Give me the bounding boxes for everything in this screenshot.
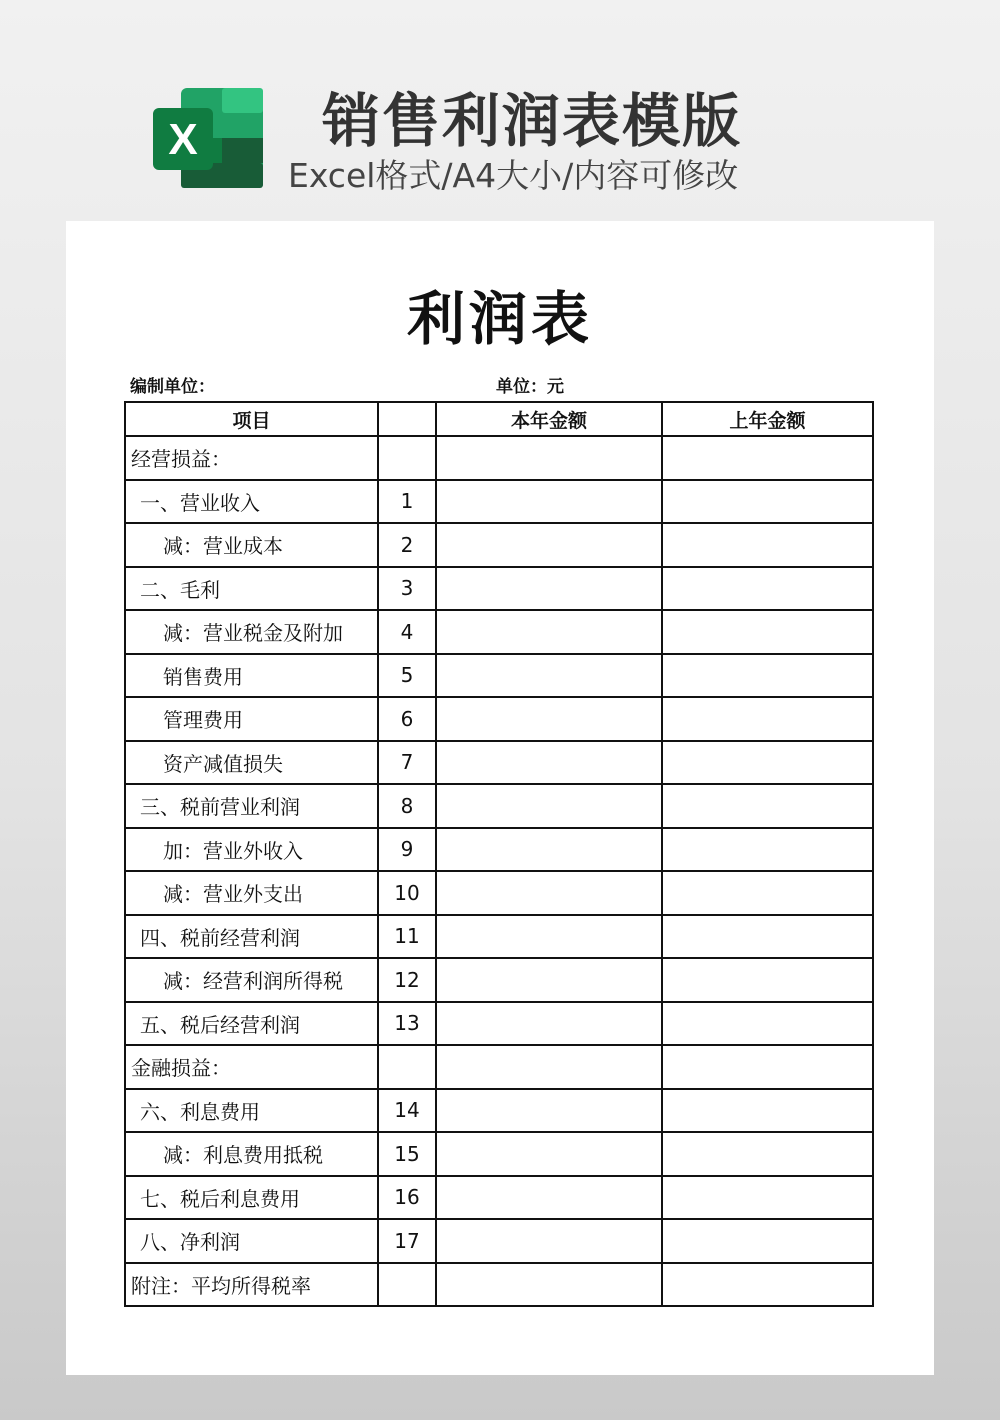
table-row <box>125 480 873 524</box>
header-current-year: 本年金额 <box>436 402 662 436</box>
row-line-number: 6 <box>378 697 436 741</box>
prior-year-amount-cell[interactable] <box>662 1132 873 1176</box>
table-row <box>125 1045 873 1089</box>
row-line-number: 13 <box>378 1002 436 1046</box>
table-row <box>125 741 873 785</box>
row-item-label: 经营损益： <box>125 436 378 480</box>
income-statement-table <box>124 401 874 1307</box>
row-item-label: 五、税后经营利润 <box>125 1002 378 1046</box>
header-no <box>378 402 436 436</box>
banner <box>0 0 1000 220</box>
excel-icon <box>153 88 263 188</box>
prior-year-amount-cell[interactable] <box>662 871 873 915</box>
table-row <box>125 697 873 741</box>
current-year-amount-cell[interactable] <box>436 741 662 785</box>
prior-year-amount-cell[interactable] <box>662 697 873 741</box>
header-item: 项目 <box>125 402 378 436</box>
current-year-amount-cell[interactable] <box>436 610 662 654</box>
row-line-number: 1 <box>378 480 436 524</box>
current-year-amount-cell[interactable] <box>436 1176 662 1220</box>
table-row <box>125 1002 873 1046</box>
row-line-number: 15 <box>378 1132 436 1176</box>
prior-year-amount-cell[interactable] <box>662 958 873 1002</box>
current-year-amount-cell[interactable] <box>436 1089 662 1133</box>
row-item-label: 四、税前经营利润 <box>125 915 378 959</box>
table-row <box>125 958 873 1002</box>
row-line-number: 14 <box>378 1089 436 1133</box>
row-item-label: 七、税后利息费用 <box>125 1176 378 1220</box>
row-line-number: 9 <box>378 828 436 872</box>
row-line-number: 7 <box>378 741 436 785</box>
banner-title: 销售利润表模版 <box>322 87 743 155</box>
unit-label: 单位：元 <box>496 377 564 397</box>
current-year-amount-cell[interactable] <box>436 1219 662 1263</box>
prior-year-amount-cell[interactable] <box>662 784 873 828</box>
current-year-amount-cell[interactable] <box>436 1002 662 1046</box>
table-row <box>125 871 873 915</box>
prior-year-amount-cell[interactable] <box>662 654 873 698</box>
current-year-amount-cell[interactable] <box>436 567 662 611</box>
current-year-amount-cell[interactable] <box>436 697 662 741</box>
row-line-number <box>378 436 436 480</box>
table-row <box>125 1089 873 1133</box>
current-year-amount-cell[interactable] <box>436 436 662 480</box>
current-year-amount-cell[interactable] <box>436 523 662 567</box>
row-line-number: 2 <box>378 523 436 567</box>
table-row <box>125 784 873 828</box>
row-line-number <box>378 1263 436 1307</box>
row-line-number: 5 <box>378 654 436 698</box>
document-title: 利润表 <box>406 285 593 353</box>
prepared-by-label: 编制单位： <box>130 377 215 397</box>
row-item-label: 金融损益： <box>125 1045 378 1089</box>
table-row <box>125 523 873 567</box>
current-year-amount-cell[interactable] <box>436 654 662 698</box>
table-row <box>125 1176 873 1220</box>
prior-year-amount-cell[interactable] <box>662 610 873 654</box>
row-line-number: 17 <box>378 1219 436 1263</box>
row-line-number: 8 <box>378 784 436 828</box>
row-item-label: 六、利息费用 <box>125 1089 378 1133</box>
current-year-amount-cell[interactable] <box>436 1263 662 1307</box>
prior-year-amount-cell[interactable] <box>662 480 873 524</box>
prior-year-amount-cell[interactable] <box>662 567 873 611</box>
table-row <box>125 1219 873 1263</box>
prior-year-amount-cell[interactable] <box>662 741 873 785</box>
prior-year-amount-cell[interactable] <box>662 1089 873 1133</box>
table-row <box>125 915 873 959</box>
svg-text:X: X <box>168 115 198 164</box>
header-row <box>125 402 873 436</box>
row-item-label: 减：营业税金及附加 <box>125 610 378 654</box>
row-line-number: 3 <box>378 567 436 611</box>
row-item-label: 减：利息费用抵税 <box>125 1132 378 1176</box>
table-row <box>125 828 873 872</box>
current-year-amount-cell[interactable] <box>436 1132 662 1176</box>
row-item-label: 减：经营利润所得税 <box>125 958 378 1002</box>
table-row <box>125 436 873 480</box>
current-year-amount-cell[interactable] <box>436 871 662 915</box>
row-line-number: 16 <box>378 1176 436 1220</box>
row-item-label: 销售费用 <box>125 654 378 698</box>
row-line-number: 10 <box>378 871 436 915</box>
current-year-amount-cell[interactable] <box>436 1045 662 1089</box>
row-item-label: 管理费用 <box>125 697 378 741</box>
row-line-number <box>378 1045 436 1089</box>
row-item-label: 一、营业收入 <box>125 480 378 524</box>
row-line-number: 12 <box>378 958 436 1002</box>
row-item-label: 减：营业外支出 <box>125 871 378 915</box>
current-year-amount-cell[interactable] <box>436 915 662 959</box>
row-item-label: 减：营业成本 <box>125 523 378 567</box>
prior-year-amount-cell[interactable] <box>662 1219 873 1263</box>
row-item-label: 二、毛利 <box>125 567 378 611</box>
prior-year-amount-cell[interactable] <box>662 1263 873 1307</box>
prior-year-amount-cell[interactable] <box>662 523 873 567</box>
prior-year-amount-cell[interactable] <box>662 1045 873 1089</box>
row-line-number: 4 <box>378 610 436 654</box>
table-row <box>125 610 873 654</box>
row-item-label: 八、净利润 <box>125 1219 378 1263</box>
row-item-label: 资产减值损失 <box>125 741 378 785</box>
row-line-number: 11 <box>378 915 436 959</box>
row-item-label: 加：营业外收入 <box>125 828 378 872</box>
header-prior-year: 上年金额 <box>662 402 873 436</box>
current-year-amount-cell[interactable] <box>436 958 662 1002</box>
row-item-label: 三、税前营业利润 <box>125 784 378 828</box>
table-row <box>125 1132 873 1176</box>
table-row <box>125 654 873 698</box>
prior-year-amount-cell[interactable] <box>662 828 873 872</box>
prior-year-amount-cell[interactable] <box>662 1176 873 1220</box>
current-year-amount-cell[interactable] <box>436 784 662 828</box>
table-row <box>125 1263 873 1307</box>
current-year-amount-cell[interactable] <box>436 828 662 872</box>
prior-year-amount-cell[interactable] <box>662 1002 873 1046</box>
table-row <box>125 567 873 611</box>
prior-year-amount-cell[interactable] <box>662 436 873 480</box>
prior-year-amount-cell[interactable] <box>662 915 873 959</box>
banner-subtitle: Excel格式/A4大小/内容可修改 <box>288 156 739 195</box>
current-year-amount-cell[interactable] <box>436 480 662 524</box>
row-item-label: 附注：平均所得税率 <box>125 1263 378 1307</box>
